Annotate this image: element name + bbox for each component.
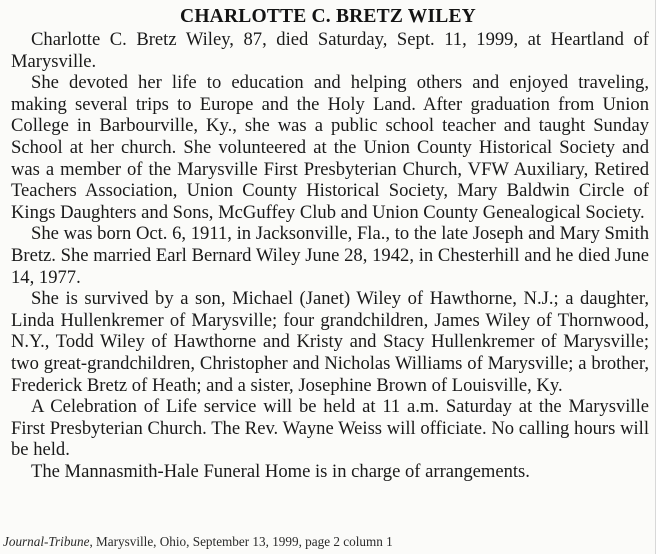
obituary-body	[11, 29, 649, 482]
obituary-headline: CHARLOTTE C. BRETZ WILEY	[180, 6, 476, 27]
paragraph-service: A Celebration of Life service will be held at 11 a.m. Saturday at the Marysville First Presbyterian Church. The Rev. Wayne Weiss will officiate. No calling hours will be held.	[11, 396, 649, 461]
publication-name: Journal-Tribune	[3, 534, 90, 549]
paragraph-survivors: She is survived by a son, Michael (Janet) Wiley of Hawthorne, N.J.; a daughter, Linda Hullenkremer of Marysville; four grandchildren, James Wiley of Thornwood, N.Y., Todd Wiley of Hawthorne and Kristy and Stacy Hullenkremer of Marysville; two great-grandchildren, Christopher and Nicholas Williams of Marysville; a brother, Frederick Bretz of Heath; and a sister, Josephine Brown of Louisville, Ky.	[11, 288, 649, 396]
paragraph-death-notice: Charlotte C. Bretz Wiley, 87, died Saturday, Sept. 11, 1999, at Heartland of Marysville.	[11, 29, 649, 72]
source-credit	[3, 534, 393, 550]
paragraph-funeral-home: The Mannasmith-Hale Funeral Home is in charge of arrangements.	[31, 460, 530, 482]
paragraph-life-activities: She devoted her life to education and helping others and enjoyed traveling, making several trips to Europe and the Holy Land. After graduation from Union College in Barbourville, Ky., she was a public school teacher and taught Sunday School at her church. She volunteered at the Union County Historical Society and was a member of the Marysville First Presbyterian Church, VFW Auxiliary, Retired Teachers Association, Union County Historical Society, Mary Baldwin Circle of Kings Daughters and Sons, McGuffey Club and Union County Genealogical Society.	[11, 72, 649, 223]
paragraph-birth-marriage: She was born Oct. 6, 1911, in Jacksonville, Fla., to the late Joseph and Mary Smith Bretz. She married Earl Bernard Wiley June 28, 1942, in Chesterhill and he died June 14, 1977.	[11, 223, 649, 288]
publication-details: , Marysville, Ohio, September 13, 1999, page 2 column 1	[89, 534, 393, 549]
